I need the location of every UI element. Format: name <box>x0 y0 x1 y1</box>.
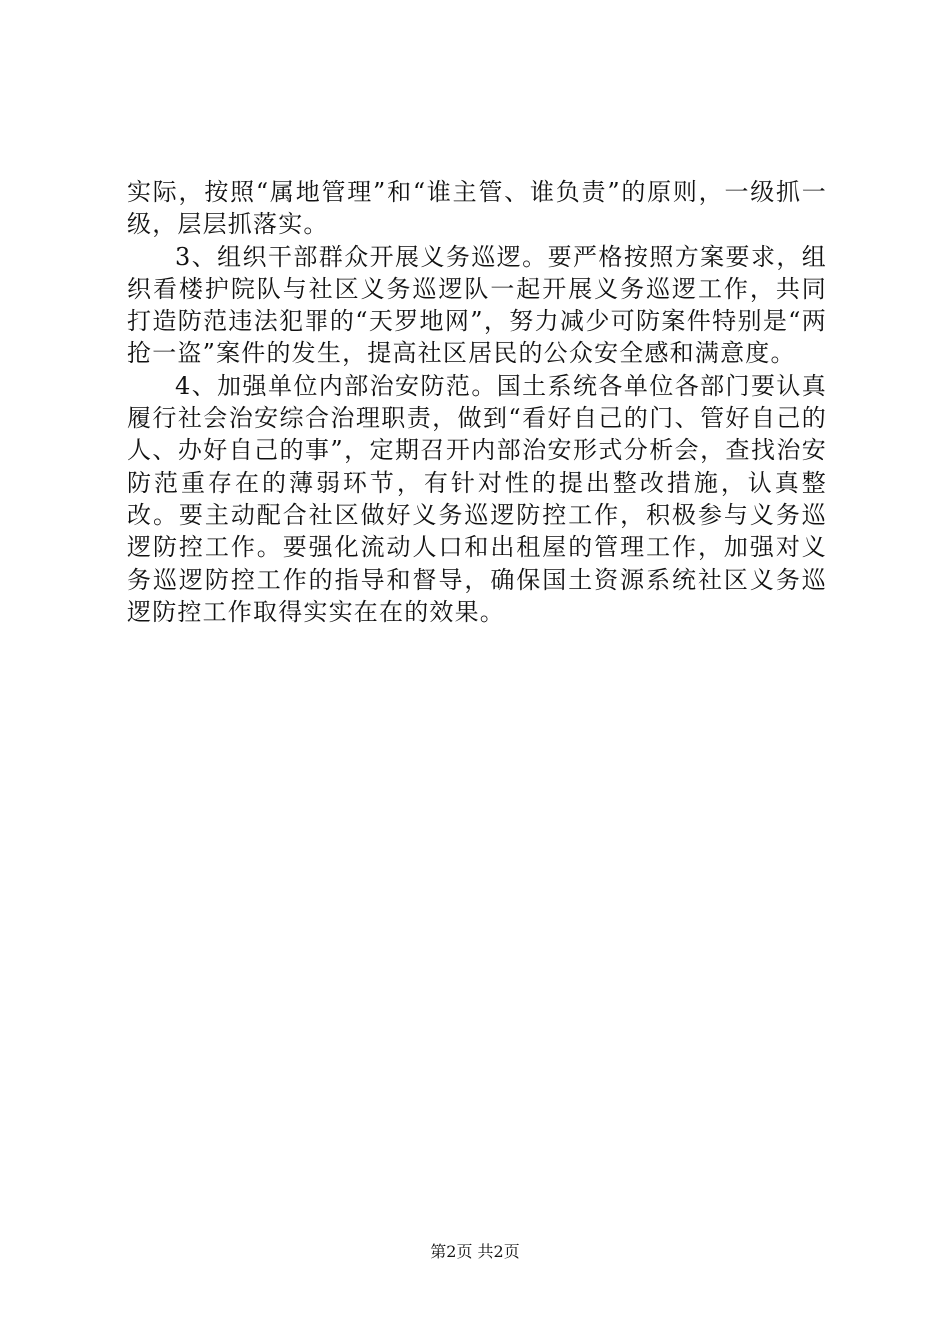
paragraph-2: 3、组织干部群众开展义务巡逻。要严格按照方案要求，组织看楼护院队与社区义务巡逻队一起开展义务巡逻工作，共同打造防范违法犯罪的“天罗地网”，努力减少可防案件特别是“两抢一盗”案件的发生，提高社区居民的公众安全感和满意度。 <box>127 242 827 368</box>
page-footer: 第2页 共2页 <box>430 1242 520 1261</box>
paragraph-1: 实际，按照“属地管理”和“谁主管、谁负责”的原则，一级抓一级，层层抓落实。 <box>127 178 827 239</box>
paragraph-3: 4、加强单位内部治安防范。国土系统各单位各部门要认真履行社会治安综合治理职责，做到“看好自己的门、管好自己的人、办好自己的事”，定期召开内部治安形式分析会，查找治安防范重存在的薄弱环节，有针对性的提出整改措施，认真整改。要主动配合社区做好义务巡逻防控工作，积极参与义务巡逻防控工作。要强化流动人口和出租屋的管理工作，加强对义务巡逻防控工作的指导和督导，确保国土资源系统社区义务巡逻防控工作取得实实在在的效果。 <box>127 371 827 626</box>
document-body <box>127 176 827 628</box>
